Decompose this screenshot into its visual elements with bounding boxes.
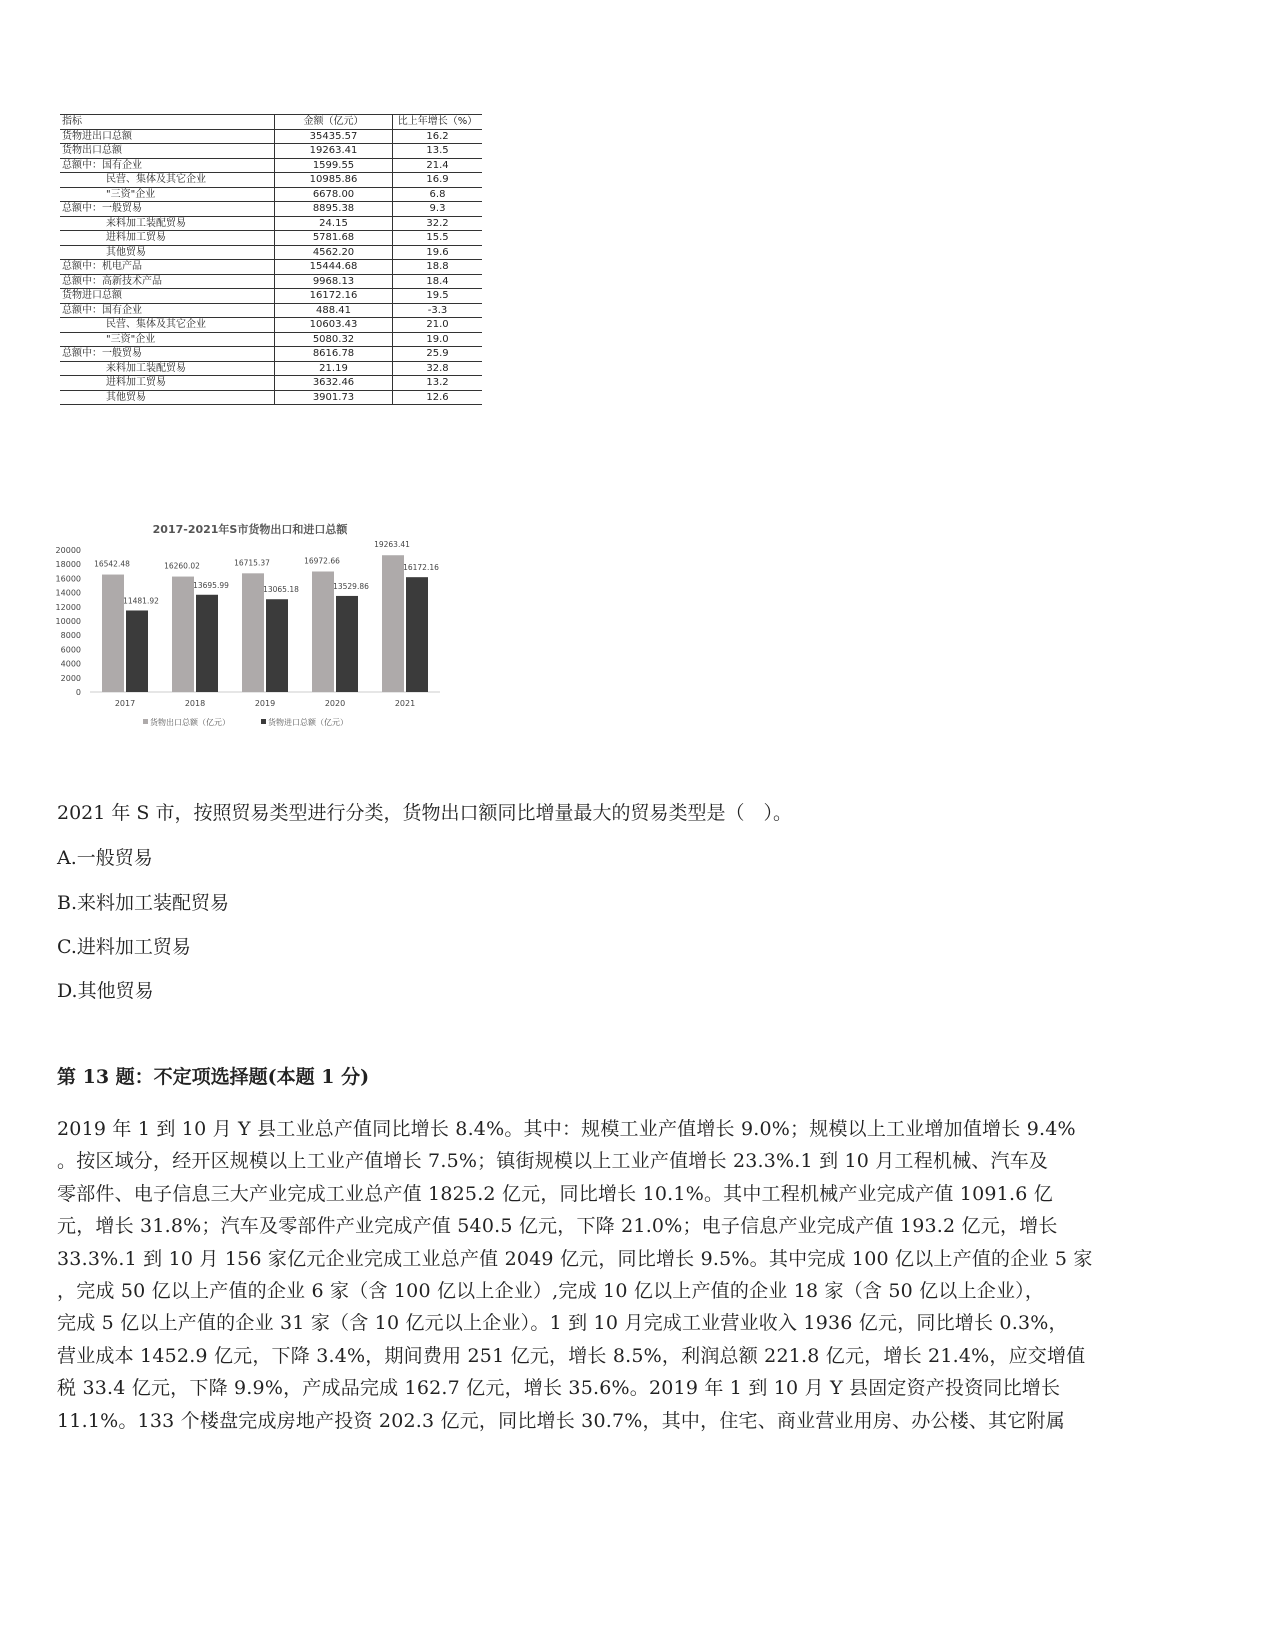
row-label: "三资"企业 [60, 332, 275, 347]
table-row [60, 187, 482, 202]
table-row [60, 332, 482, 347]
y-tick-label: 4000 [60, 659, 81, 669]
y-tick-label: 2000 [60, 673, 81, 683]
row-amount: 1599.55 [275, 158, 393, 173]
row-amount: 3901.73 [275, 390, 393, 405]
table-row [60, 158, 482, 173]
row-amount: 10603.43 [275, 318, 393, 333]
row-growth: 18.8 [393, 260, 483, 275]
passage-line: ，完成 50 亿以上产值的企业 6 家（含 100 亿以上企业）,完成 10 亿以上产值的企业 18 家（含 50 亿以上企业）， [57, 1280, 1045, 1302]
row-label: 货物出口总额 [60, 144, 275, 159]
x-tick-label: 2017 [114, 699, 136, 708]
table-row [60, 216, 482, 231]
trade-data-table [60, 114, 482, 405]
y-tick-label: 16000 [55, 574, 81, 584]
passage-line: 2019 年 1 到 10 月 Y 县工业总产值同比增长 8.4%。其中：规模工业产值增长 9.0%；规模以上工业增加值增长 9.4% [57, 1118, 1076, 1140]
table-row [60, 245, 482, 260]
data-label: 16715.37 [234, 558, 270, 568]
data-label: 16972.66 [304, 556, 340, 566]
data-label: 13529.86 [333, 581, 369, 591]
table-row [60, 202, 482, 217]
row-label: 其他贸易 [60, 245, 275, 260]
row-label: 进料加工贸易 [60, 231, 275, 246]
y-tick-label: 12000 [55, 602, 81, 612]
row-growth: 13.5 [393, 144, 483, 159]
row-growth: 32.2 [393, 216, 483, 231]
row-amount: 10985.86 [275, 173, 393, 188]
row-growth: 19.6 [393, 245, 483, 260]
y-tick-label: 8000 [60, 631, 81, 641]
row-amount: 5080.32 [275, 332, 393, 347]
y-tick-label: 10000 [55, 617, 81, 626]
passage-line: 税 33.4 亿元，下降 9.9%，产成品完成 162.7 亿元，增长 35.6%。2019 年 1 到 10 月 Y 县固定资产投资同比增长 [57, 1377, 1061, 1400]
row-amount: 21.19 [275, 361, 393, 376]
row-amount: 16172.16 [275, 289, 393, 304]
row-label: 来料加工装配贸易 [60, 216, 275, 231]
row-amount: 19263.41 [275, 144, 393, 159]
data-label: 19263.41 [374, 540, 410, 550]
bar-import-2017 [126, 610, 148, 692]
x-tick-label: 2018 [184, 699, 206, 708]
bar-export-2020 [312, 571, 334, 692]
table-row [60, 318, 482, 333]
row-growth: 6.8 [393, 187, 483, 202]
row-label: 货物进口总额 [60, 289, 275, 304]
table-header-row [60, 115, 482, 130]
row-growth: 21.4 [393, 158, 483, 173]
row-label: 进料加工贸易 [60, 376, 275, 391]
passage-line: 33.3%.1 到 10 月 156 家亿元企业完成工业总产值 2049 亿元，同比增长 9.5%。其中完成 100 亿以上产值的企业 5 家 [57, 1247, 1093, 1270]
row-growth: -3.3 [393, 303, 483, 318]
passage-line: 完成 5 亿以上产值的企业 31 家（含 10 亿元以上企业）。1 到 10 月完成工业营业收入 1936 亿元，同比增长 0.3%， [57, 1312, 1068, 1335]
y-tick-label: 0 [75, 688, 81, 697]
y-tick-label: 18000 [55, 560, 81, 570]
legend-entry: 货物出口总额（亿元） [150, 718, 230, 727]
data-label: 16542.48 [94, 559, 130, 569]
x-tick-label: 2019 [254, 699, 276, 708]
data-label: 13065.18 [263, 585, 299, 595]
row-amount: 6678.00 [275, 187, 393, 202]
row-label: 总额中：高新技术产品 [60, 274, 275, 289]
row-growth: 32.8 [393, 361, 483, 376]
table-row [60, 231, 482, 246]
bar-export-2018 [172, 577, 194, 692]
row-label: 总额中：国有企业 [60, 158, 275, 173]
bar-export-2017 [102, 575, 124, 692]
x-tick-label: 2020 [324, 699, 346, 708]
row-amount: 24.15 [275, 216, 393, 231]
option-b[interactable]: B.来料加工装配贸易 [57, 892, 230, 914]
bar-import-2019 [266, 599, 288, 692]
y-tick-label: 6000 [60, 645, 81, 655]
passage-line: 11.1%。133 个楼盘完成房地产投资 202.3 亿元，同比增长 30.7%，其中，住宅、商业营业用房、办公楼、其它附属 [57, 1409, 1065, 1432]
row-label: 其他贸易 [60, 390, 275, 405]
data-label: 13695.99 [193, 580, 229, 590]
row-label: 来料加工装配贸易 [60, 361, 275, 376]
legend-swatch [261, 719, 266, 724]
table-row [60, 390, 482, 405]
question-13-heading: 第 13 题：不定项选择题(本题 1 分) [57, 1066, 370, 1088]
row-label: 民营、集体及其它企业 [60, 173, 275, 188]
table-row [60, 129, 482, 144]
row-amount: 488.41 [275, 303, 393, 318]
row-growth: 9.3 [393, 202, 483, 217]
row-growth: 19.5 [393, 289, 483, 304]
column-header: 金额（亿元） [275, 115, 393, 130]
bar-import-2021 [406, 577, 428, 692]
y-tick-label: 20000 [55, 546, 81, 555]
row-label: 货物进出口总额 [60, 129, 275, 144]
question-stem: 2021 年 S 市，按照贸易类型进行分类，货物出口额同比增量最大的贸易类型是（ ）。 [57, 802, 792, 824]
data-label: 16260.02 [164, 561, 200, 571]
bar-export-2021 [382, 555, 404, 692]
table-row [60, 303, 482, 318]
table-row [60, 260, 482, 275]
row-label: 总额中：机电产品 [60, 260, 275, 275]
data-label: 11481.92 [123, 596, 159, 606]
passage-line: 零部件、电子信息三大产业完成工业总产值 1825.2 亿元，同比增长 10.1%。其中工程机械产业完成产值 1091.6 亿 [57, 1182, 1053, 1205]
row-label: 总额中：一般贸易 [60, 202, 275, 217]
row-growth: 16.9 [393, 173, 483, 188]
row-amount: 3632.46 [275, 376, 393, 391]
row-amount: 9968.13 [275, 274, 393, 289]
bar-import-2018 [196, 595, 218, 692]
table-row [60, 274, 482, 289]
y-tick-label: 14000 [55, 588, 81, 598]
legend-entry: 货物进口总额（亿元） [268, 718, 348, 727]
row-growth: 13.2 [393, 376, 483, 391]
table-row [60, 173, 482, 188]
x-tick-label: 2021 [394, 699, 416, 708]
row-label: 民营、集体及其它企业 [60, 318, 275, 333]
row-amount: 8895.38 [275, 202, 393, 217]
row-label: "三资"企业 [60, 187, 275, 202]
row-label: 总额中：一般贸易 [60, 347, 275, 362]
table-row [60, 361, 482, 376]
passage-line: 。按区域分，经开区规模以上工业产值增长 7.5%；镇街规模以上工业产值增长 23.3%.1 到 10 月工程机械、汽车及 [57, 1150, 1049, 1173]
column-header: 比上年增长（%） [393, 115, 483, 130]
row-amount: 8616.78 [275, 347, 393, 362]
passage-line: 元，增长 31.8%；汽车及零部件产业完成产值 540.5 亿元，下降 21.0%；电子信息产业完成产值 193.2 亿元，增长 [57, 1215, 1058, 1238]
table-row [60, 376, 482, 391]
bar-export-2019 [242, 573, 264, 692]
row-growth: 12.6 [393, 390, 483, 405]
data-label: 16172.16 [403, 563, 439, 573]
row-amount: 15444.68 [275, 260, 393, 275]
row-label: 总额中：国有企业 [60, 303, 275, 318]
passage-line: 营业成本 1452.9 亿元，下降 3.4%，期间费用 251 亿元，增长 8.5%，利润总额 221.8 亿元，增长 21.4%，应交增值 [57, 1344, 1086, 1367]
row-growth: 18.4 [393, 274, 483, 289]
table-row [60, 347, 482, 362]
table-row [60, 289, 482, 304]
row-growth: 15.5 [393, 231, 483, 246]
table-row [60, 144, 482, 159]
row-growth: 16.2 [393, 129, 483, 144]
legend-swatch [143, 719, 148, 724]
row-growth: 19.0 [393, 332, 483, 347]
column-header: 指标 [60, 115, 275, 130]
row-amount: 35435.57 [275, 129, 393, 144]
row-growth: 25.9 [393, 347, 483, 362]
row-amount: 4562.20 [275, 245, 393, 260]
bar-import-2020 [336, 596, 358, 692]
option-c[interactable]: C.进料加工贸易 [57, 936, 191, 958]
row-amount: 5781.68 [275, 231, 393, 246]
option-d[interactable]: D.其他贸易 [57, 980, 154, 1002]
option-a[interactable]: A.一般贸易 [57, 847, 153, 869]
chart-title: 2017-2021年S市货物出口和进口总额 [152, 523, 348, 536]
import-export-bar-chart [55, 515, 455, 740]
row-growth: 21.0 [393, 318, 483, 333]
